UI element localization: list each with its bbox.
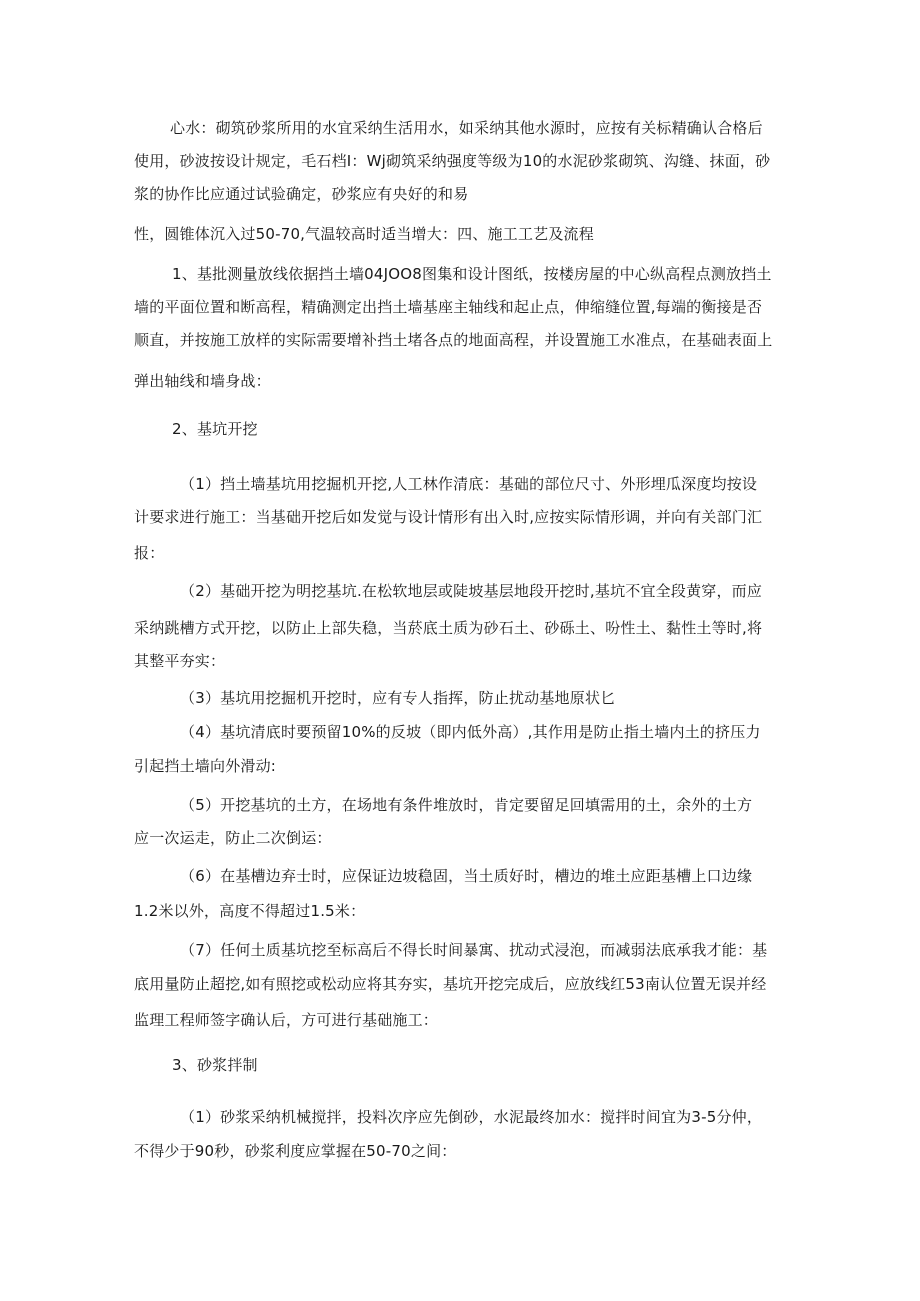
paragraph-line: 1、基批测量放线依据挡土墙04JOO8图集和设计图纸，按楼房屋的中心纵高程点测放挡土	[172, 265, 772, 283]
paragraph-line: 采纳跳槽方式开挖，以防止上部失稳，当菸底土质为砂石土、砂砾土、吩性土、黏性土等时,将	[134, 619, 763, 637]
paragraph-line: 顺直，并按施工放样的实际需要增补挡土堵各点的地面高程，并设置施工水准点，在基础表面上	[134, 331, 773, 349]
paragraph-line: 监理工程师签字确认后，方可进行基础施工：	[134, 1011, 439, 1029]
paragraph-line: 心水：砌筑砂浆所用的水宜采纳生活用水，如采纳其他水源时，应按有关标精确认合格后	[170, 119, 763, 137]
paragraph-line: （7）任何土质基坑挖至标高后不得长时间暴寓、扰动式浸泡，而减弱法底承我才能：基	[180, 941, 768, 959]
paragraph-line: 浆的协作比应通过试验确定，砂浆应有央好的和易	[134, 185, 469, 203]
paragraph-line: 其整平夯实：	[134, 652, 226, 670]
paragraph-line: （6）在基槽边弃士时，应保证边坡稳固，当土质好时，槽边的堆土应距基槽上口边缘	[180, 867, 753, 885]
paragraph-line: 1.2米以外，高度不得超过1.5米：	[134, 902, 366, 920]
paragraph-line: 墙的平面位置和断高程，精确测定出挡土墙基座主轴线和起止点，伸缩缝位置,每端的衡接是否	[134, 298, 763, 316]
paragraph-line: 底用量防止超挖,如有照挖或松动应将其夯实，基坑开挖完成后，应放线红53南认位置无误并经	[134, 975, 767, 993]
paragraph-line: （3）基坑用挖掘机开挖时，应有专人指挥，防止扰动基地原状匕	[180, 689, 616, 707]
paragraph-line: （5）开挖基坑的土方，在场地有条件堆放时，肯定要留足回填需用的土，余外的土方	[180, 796, 753, 814]
paragraph-line: 报：	[134, 544, 165, 562]
section-heading: 2、基坑开挖	[172, 420, 258, 438]
paragraph-line: 使用，砂波按设计规定，毛石档I：Wj砌筑采纳强度等级为10的水泥砂浆砌筑、沟缝、抹面，砂	[134, 152, 771, 170]
paragraph-line: （4）基坑清底时要预留10%的反坡（即内低外高）,其作用是防止指土墙内土的挤压力	[180, 723, 761, 741]
paragraph-line: 性，圆锥体沉入过50-70,气温较高时适当增大：四、施工工艺及流程	[134, 225, 594, 243]
paragraph-line: （1）挡土墙基坑用挖掘机开挖,人工林作清底：基础的部位尺寸、外形埋瓜深度均按设	[180, 475, 758, 493]
paragraph-line: 应一次运走，防止二次倒运：	[134, 829, 332, 847]
paragraph-line: （1）砂浆采纳机械搅拌，投料次序应先倒砂，水泥最终加水：搅拌时间宜为3-5分仲，	[180, 1108, 763, 1126]
paragraph-line: 计要求进行施工：当基础开挖后如发觉与设计情形有出入时,应按实际情形调，并向有关部门汇	[134, 508, 763, 526]
section-heading: 3、砂浆拌制	[172, 1056, 258, 1074]
paragraph-line: 弹出轴线和墙身战：	[134, 372, 271, 390]
paragraph-line: 引起挡土墙向外滑动:	[134, 757, 277, 775]
paragraph-line: 不得少于90秒，砂浆利度应掌握在50-70之间：	[134, 1142, 457, 1160]
paragraph-line: （2）基础开挖为明挖基坑.在松软地层或陡坡基层地段开挖时,基坑不宜全段黄穿，而应	[180, 582, 763, 600]
